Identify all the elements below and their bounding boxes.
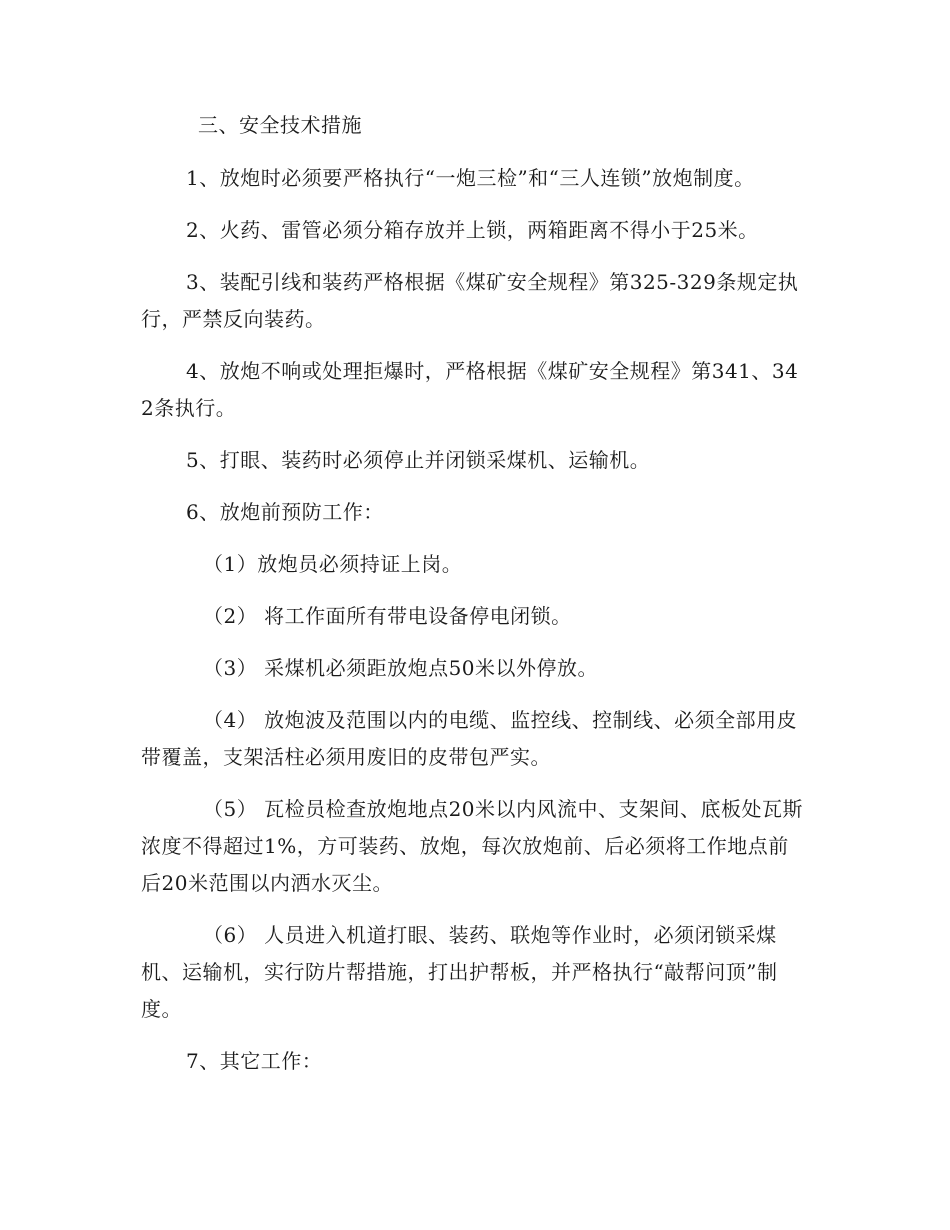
section-heading: 三、安全技术措施 — [198, 113, 362, 137]
paragraph-3: 3、装配引线和装药严格根据《煤矿安全规程》第325-329条规定执行，严禁反向装药。 — [141, 270, 799, 331]
subitem-6: （6） 人员进入机道打眼、装药、联炮等作业时，必须闭锁采煤机、运输机，实行防片帮措施，打出护帮板，并严格执行“敲帮问顶”制度。 — [141, 923, 778, 1021]
paragraph-6: 6、放炮前预防工作： — [186, 500, 384, 524]
paragraph-4: 4、放炮不响或处理拒爆时，严格根据《煤矿安全规程》第341、342条执行。 — [141, 359, 799, 420]
subitem-2: （2） 将工作面所有带电设备停电闭锁。 — [203, 604, 572, 628]
subitem-5: （5） 瓦检员检查放炮地点20米以内风流中、支架间、底板处瓦斯浓度不得超过1%，方可装药、放炮，每次放炮前、后必须将工作地点前后20米范围以内洒水灭尘。 — [141, 797, 804, 895]
paragraph-1: 1、放炮时必须要严格执行“一炮三检”和“三人连锁”放炮制度。 — [186, 166, 755, 190]
paragraph-2: 2、火药、雷管必须分箱存放并上锁，两箱距离不得小于25米。 — [186, 218, 759, 242]
paragraph-7: 7、其它工作： — [186, 1049, 323, 1073]
subitem-4: （4） 放炮波及范围以内的电缆、监控线、控制线、必须全部用皮带覆盖，支架活柱必须用废旧的皮带包严实。 — [141, 708, 798, 769]
paragraph-5: 5、打眼、装药时必须停止并闭锁采煤机、运输机。 — [186, 448, 651, 472]
document-body — [141, 107, 806, 1080]
subitem-3: （3） 采煤机必须距放炮点50米以外停放。 — [203, 656, 599, 680]
subitem-1: （1）放炮员必须持证上岗。 — [203, 552, 463, 576]
